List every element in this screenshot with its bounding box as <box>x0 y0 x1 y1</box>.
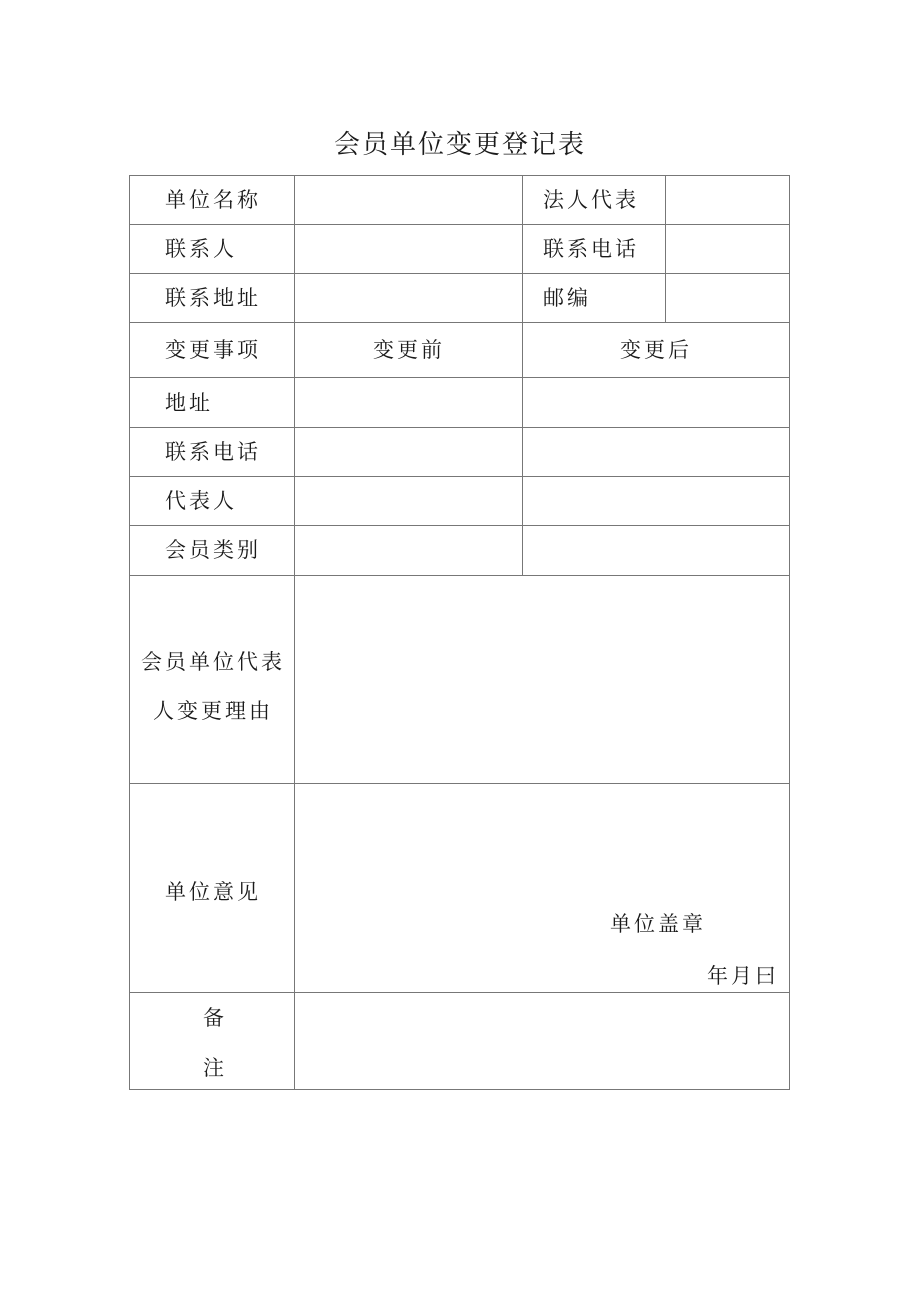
column-line <box>294 175 295 1090</box>
contact-address-label: 联系地址 <box>165 286 261 310</box>
column-line <box>522 175 523 575</box>
unit-stamp-label: 单位盖章 <box>610 912 706 936</box>
postcode-label: 邮编 <box>543 286 591 310</box>
contact-phone-label: 联系电话 <box>543 237 639 261</box>
reason-label-line2: 人变更理由 <box>153 699 273 723</box>
row-line <box>129 427 790 428</box>
legal-rep-label: 法人代表 <box>543 188 639 212</box>
reason-label-line1: 会员单位代表 <box>141 650 285 674</box>
change-row-label: 联系电话 <box>165 440 261 464</box>
form-title: 会员单位变更登记表 <box>333 130 586 160</box>
change-item-header: 变更事项 <box>165 338 261 362</box>
unit-opinion-label: 单位意见 <box>165 880 261 904</box>
row-line <box>129 575 790 576</box>
before-change-header: 变更前 <box>373 338 445 362</box>
table-border-top <box>129 175 790 176</box>
registration-form-table <box>129 175 790 1090</box>
unit-name-label: 单位名称 <box>165 188 261 212</box>
table-border-left <box>129 175 130 1090</box>
row-line <box>129 377 790 378</box>
date-label: 年月曰 <box>707 964 779 988</box>
row-line <box>129 322 790 323</box>
row-line <box>129 273 790 274</box>
remarks-label-line2: 注 <box>203 1056 227 1080</box>
contact-person-label: 联系人 <box>165 237 237 261</box>
after-change-header: 变更后 <box>620 338 692 362</box>
table-border-right <box>789 175 790 1090</box>
change-row-label: 地址 <box>165 391 213 415</box>
row-line <box>129 992 790 993</box>
change-row-label: 会员类别 <box>165 538 261 562</box>
row-line <box>129 783 790 784</box>
table-border-bottom <box>129 1089 790 1090</box>
row-line <box>129 224 790 225</box>
row-line <box>129 476 790 477</box>
row-line <box>129 525 790 526</box>
change-row-label: 代表人 <box>165 489 237 513</box>
column-line <box>665 175 666 322</box>
remarks-label-line1: 备 <box>203 1006 227 1030</box>
